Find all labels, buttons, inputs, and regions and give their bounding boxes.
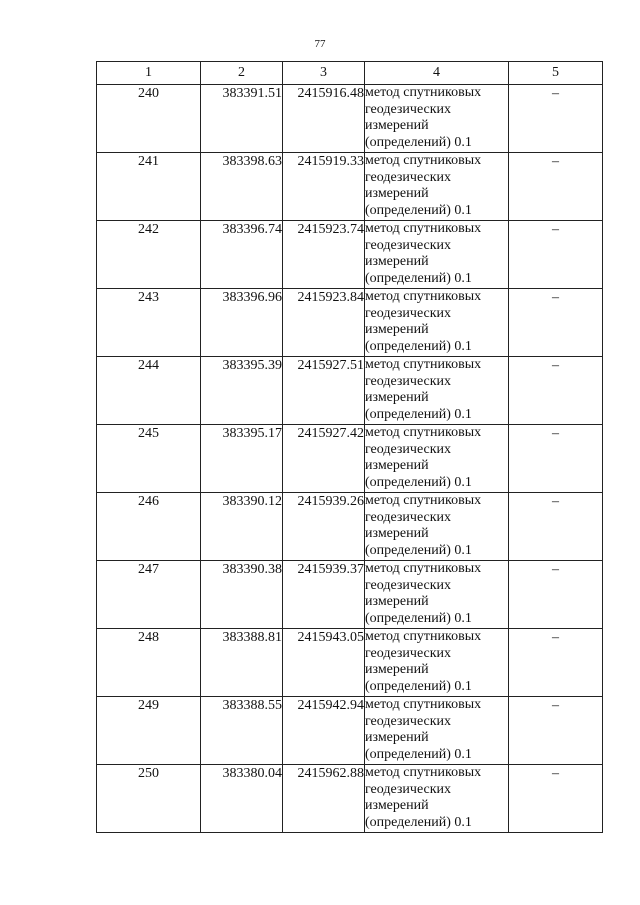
coordinate-y: 2415923.74	[283, 221, 365, 289]
coordinates-table	[96, 61, 603, 833]
point-number: 245	[97, 425, 201, 493]
note-cell: –	[509, 697, 603, 765]
determination-method: метод спутниковых геодезических измерений (определений) 0.1	[365, 561, 509, 629]
determination-method: метод спутниковых геодезических измерений (определений) 0.1	[365, 425, 509, 493]
header-col-2: 2	[201, 62, 283, 85]
table-row	[97, 765, 603, 833]
determination-method: метод спутниковых геодезических измерений (определений) 0.1	[365, 629, 509, 697]
point-number: 241	[97, 153, 201, 221]
table-row	[97, 697, 603, 765]
coordinate-y: 2415962.88	[283, 765, 365, 833]
coordinate-y: 2415939.26	[283, 493, 365, 561]
coordinate-y: 2415919.33	[283, 153, 365, 221]
header-col-4: 4	[365, 62, 509, 85]
coordinate-y: 2415939.37	[283, 561, 365, 629]
coordinate-x: 383395.17	[201, 425, 283, 493]
coordinate-y: 2415942.94	[283, 697, 365, 765]
point-number: 250	[97, 765, 201, 833]
determination-method: метод спутниковых геодезических измерений (определений) 0.1	[365, 357, 509, 425]
determination-method: метод спутниковых геодезических измерений (определений) 0.1	[365, 289, 509, 357]
table-header	[97, 62, 603, 85]
determination-method: метод спутниковых геодезических измерений (определений) 0.1	[365, 153, 509, 221]
coordinate-y: 2415923.84	[283, 289, 365, 357]
point-number: 243	[97, 289, 201, 357]
note-cell: –	[509, 221, 603, 289]
point-number: 244	[97, 357, 201, 425]
header-col-3: 3	[283, 62, 365, 85]
coordinate-x: 383391.51	[201, 85, 283, 153]
coordinate-y: 2415927.51	[283, 357, 365, 425]
coordinate-x: 383390.38	[201, 561, 283, 629]
table-row	[97, 629, 603, 697]
table-body	[97, 85, 603, 833]
note-cell: –	[509, 85, 603, 153]
coordinate-y: 2415916.48	[283, 85, 365, 153]
note-cell: –	[509, 629, 603, 697]
table-row	[97, 289, 603, 357]
coordinate-x: 383395.39	[201, 357, 283, 425]
determination-method: метод спутниковых геодезических измерений (определений) 0.1	[365, 85, 509, 153]
determination-method: метод спутниковых геодезических измерений (определений) 0.1	[365, 765, 509, 833]
note-cell: –	[509, 765, 603, 833]
coordinate-x: 383396.74	[201, 221, 283, 289]
determination-method: метод спутниковых геодезических измерений (определений) 0.1	[365, 697, 509, 765]
note-cell: –	[509, 153, 603, 221]
note-cell: –	[509, 289, 603, 357]
coordinate-x: 383396.96	[201, 289, 283, 357]
table-row	[97, 493, 603, 561]
point-number: 246	[97, 493, 201, 561]
coordinate-x: 383380.04	[201, 765, 283, 833]
determination-method: метод спутниковых геодезических измерений (определений) 0.1	[365, 493, 509, 561]
note-cell: –	[509, 357, 603, 425]
coordinate-x: 383388.81	[201, 629, 283, 697]
coordinate-x: 383398.63	[201, 153, 283, 221]
table-row	[97, 357, 603, 425]
point-number: 248	[97, 629, 201, 697]
point-number: 247	[97, 561, 201, 629]
note-cell: –	[509, 493, 603, 561]
table-row	[97, 153, 603, 221]
table-row	[97, 85, 603, 153]
table-row	[97, 561, 603, 629]
point-number: 249	[97, 697, 201, 765]
table-row	[97, 221, 603, 289]
coordinate-y: 2415943.05	[283, 629, 365, 697]
coordinate-x: 383388.55	[201, 697, 283, 765]
coordinate-x: 383390.12	[201, 493, 283, 561]
point-number: 240	[97, 85, 201, 153]
page-number: 77	[314, 38, 326, 50]
table-row	[97, 425, 603, 493]
note-cell: –	[509, 561, 603, 629]
header-col-5: 5	[509, 62, 603, 85]
header-row	[97, 62, 603, 85]
header-col-1: 1	[97, 62, 201, 85]
coordinate-y: 2415927.42	[283, 425, 365, 493]
determination-method: метод спутниковых геодезических измерений (определений) 0.1	[365, 221, 509, 289]
point-number: 242	[97, 221, 201, 289]
note-cell: –	[509, 425, 603, 493]
